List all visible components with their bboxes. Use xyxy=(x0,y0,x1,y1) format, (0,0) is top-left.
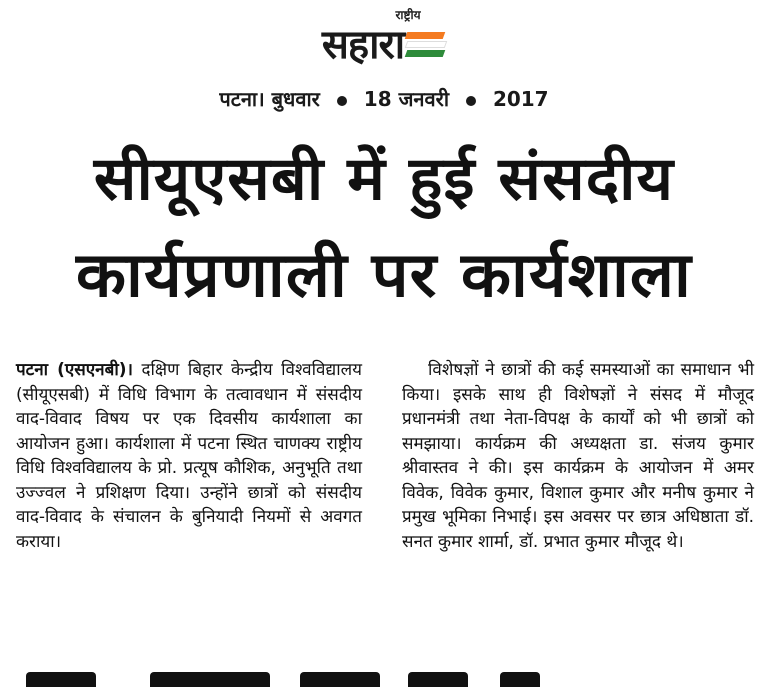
masthead-logo xyxy=(322,22,446,68)
masthead xyxy=(0,8,768,68)
masthead-name: सहारा xyxy=(321,22,405,68)
tricolor-flag-icon xyxy=(406,32,446,59)
article-body-1: दक्षिण बिहार केन्द्रीय विश्वविद्यालय (सीयूएसबी) में विधि विभाग के तत्वावधान में संसदीय वाद-विवाद विषय पर एक दिवसीय कार्यशाला का आयोजन हुआ। कार्यशाला में पटना स्थित चाणक्य राष्ट्रीय विधि विश्वविद्यालय के प्रो. प्रत्यूष कौशिक, अनुभूति तथा उज्ज्वल ने प्रशिक्षण दिया। उन्होंने छात्रों को संसदीय वाद-विवाद के संचालन के बुनियादी नियमों से अवगत कराया। xyxy=(16,360,362,552)
dateline-city-day: पटना। बुधवार xyxy=(219,87,320,111)
article-column-1 xyxy=(16,358,362,554)
article-column-2 xyxy=(402,358,754,554)
dateline-year: 2017 xyxy=(492,87,549,111)
next-headline-fragment xyxy=(0,672,768,687)
article-body-2: विशेषज्ञों ने छात्रों की कई समस्याओं का समाधान भी किया। इसके साथ ही विशेषज्ञों ने संसद में मौजूद प्रधानमंत्री तथा नेता-विपक्ष के कार्यों को भी छात्रों को समझाया। कार्यक्रम की अध्यक्षता डा. संजय कुमार श्रीवास्तव ने की। इस कार्यक्रम के आयोजन में अमर विवेक, विवेक कुमार, विशाल कुमार और मनीष कुमार ने प्रमुख भूमिका निभाई। इस अवसर पर छात्र अधिष्ठाता डॉ. सनत कुमार शार्मा, डॉ. प्रभात कुमार मौजूद थे। xyxy=(402,360,754,552)
masthead-tagline: राष्ट्रीय xyxy=(395,8,421,22)
headline-line-2: कार्यप्रणाली पर कार्यशाला xyxy=(76,238,692,311)
bullet-icon xyxy=(466,96,476,106)
bullet-icon xyxy=(337,96,347,106)
headline-line-1: सीयूएसबी में हुई संसदीय xyxy=(93,144,675,214)
dateline xyxy=(0,86,768,112)
article-dateline: पटना (एसएनबी)। xyxy=(16,360,133,380)
dateline-date: 18 जनवरी xyxy=(363,87,449,111)
